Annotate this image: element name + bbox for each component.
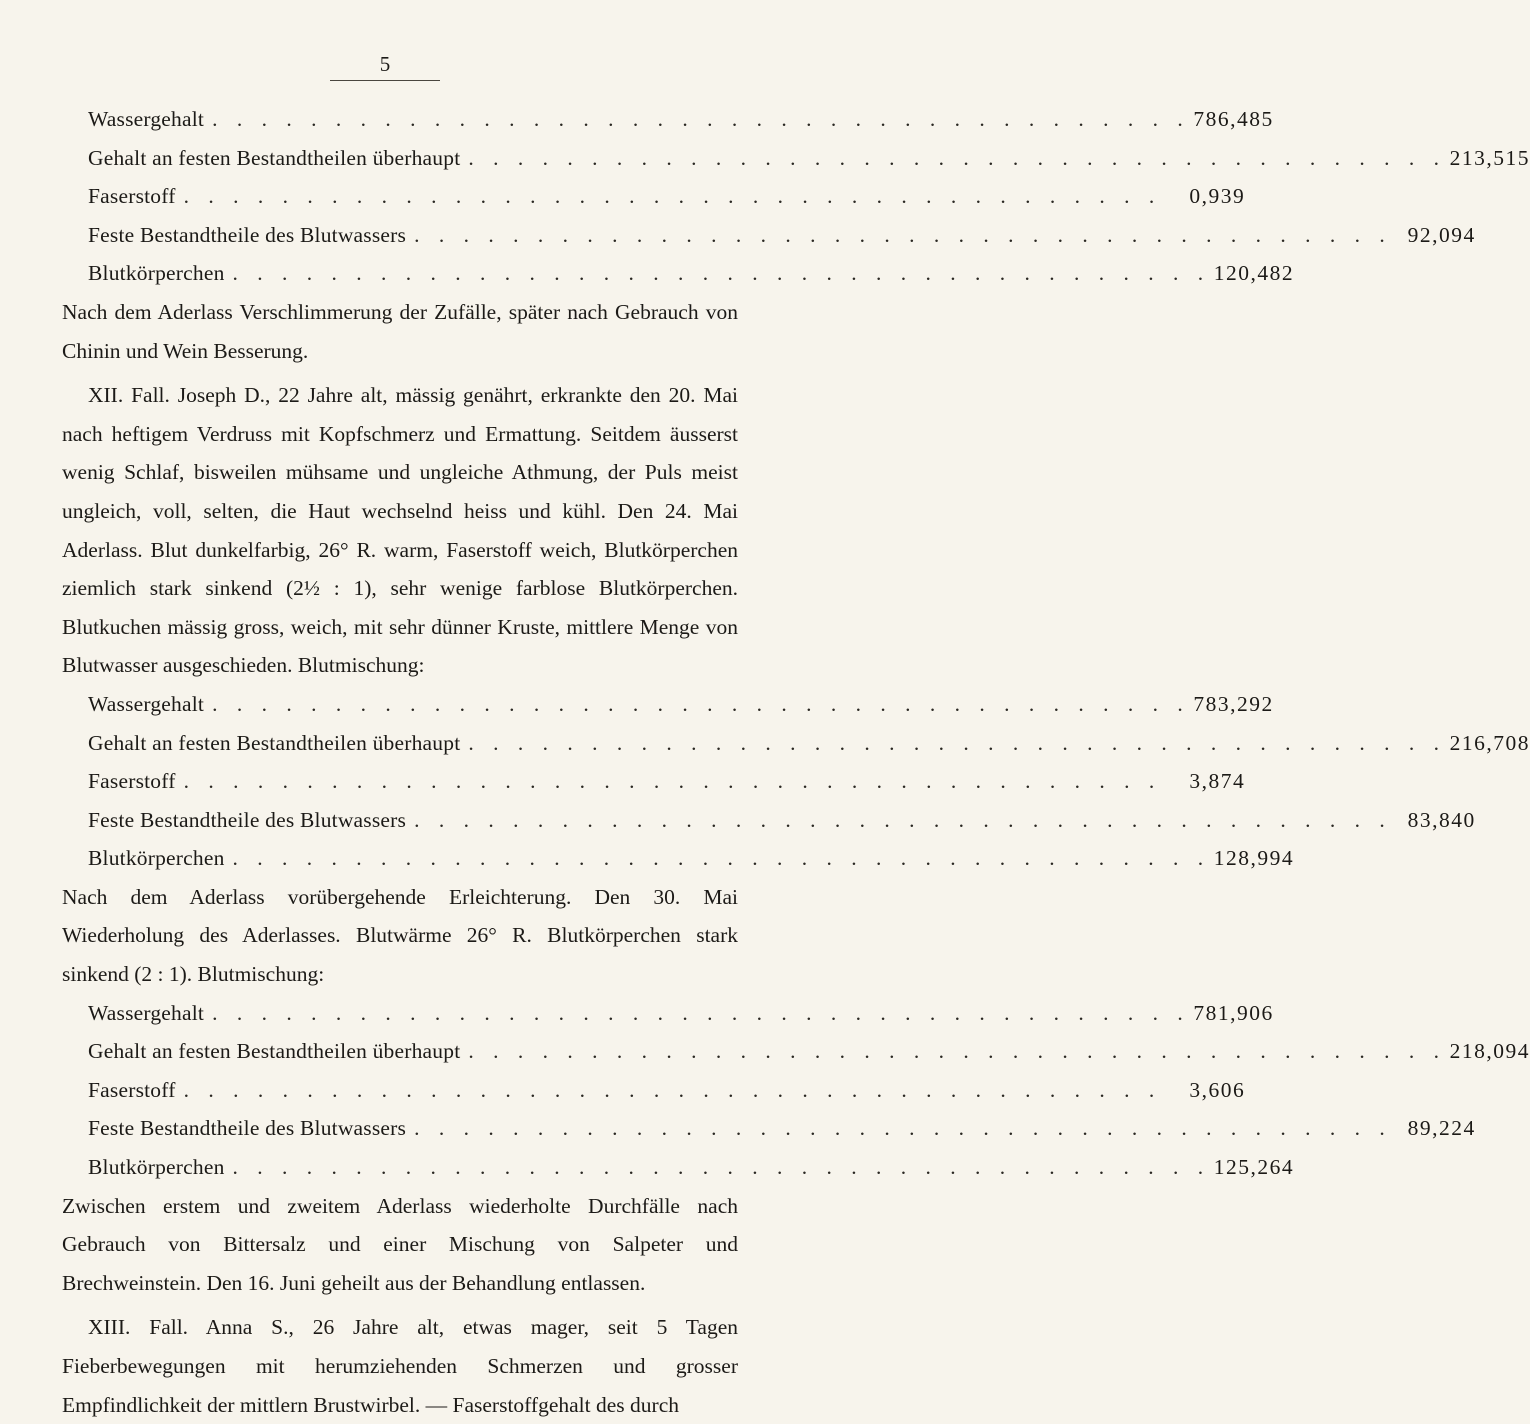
row-value: 89,224 — [1407, 1116, 1476, 1141]
paragraph: Nach dem Aderlass Verschlimmerung der Zufälle, später nach Gebrauch von Chinin und Wein Besserung. — [62, 299, 738, 363]
row-label: Blutkörperchen — [88, 261, 225, 286]
case-13-paragraph: XIII. Fall. Anna S., 26 Jahre alt, etwas mager, seit 5 Tagen Fieberbewegungen mit herumziehenden Schmerzen und grosser Empfindlichkeit der mittlern Brustwirbel. — Faserstoffgehalt des durch — [62, 1315, 738, 1417]
row-label: Faserstoff — [88, 769, 176, 794]
row-value: 781,906 — [1193, 1000, 1274, 1025]
table-row: Gehalt an festen Bestandtheilen überhaupt . . . . . . . . . . . . . . . . . . . . . . . . . . . . . . . . . . . . . . . . 218,094 — [62, 1032, 738, 1071]
table-row: Feste Bestandtheile des Blutwassers . . . . . . . . . . . . . . . . . . . . . . . . . . . . . . . . . . . . . . . . 89,224 — [62, 1109, 738, 1148]
row-value: 125,264 — [1213, 1155, 1295, 1180]
table-row: Gehalt an festen Bestandtheilen überhaupt . . . . . . . . . . . . . . . . . . . . . . . . . . . . . . . . . . . . . . . . 216,708 — [62, 724, 738, 763]
table-row: Gehalt an festen Bestandtheilen überhaupt . . . . . . . . . . . . . . . . . . . . . . . . . . . . . . . . . . . . . . . . 213,515 — [62, 139, 738, 178]
row-value: 218,094 — [1449, 1039, 1530, 1064]
row-label: Wassergehalt — [88, 691, 205, 716]
row-label: Gehalt an festen Bestandtheilen überhaupt — [88, 730, 461, 755]
row-value: 120,482 — [1213, 261, 1295, 286]
row-value: 3,606 — [1189, 1077, 1246, 1102]
table-row: Feste Bestandtheile des Blutwassers . . . . . . . . . . . . . . . . . . . . . . . . . . . . . . . . . . . . . . . . 92,094 — [62, 216, 738, 255]
row-label: Feste Bestandtheile des Blutwassers — [88, 807, 407, 832]
table-row: Wassergehalt . . . . . . . . . . . . . . . . . . . . . . . . . . . . . . . . . . . . . . . . 786,485 — [62, 100, 738, 139]
row-label: Blutkörperchen — [88, 1155, 225, 1180]
row-value: 92,094 — [1407, 222, 1476, 247]
blood-table-3 — [62, 994, 1530, 1187]
row-label: Faserstoff — [88, 1077, 176, 1102]
row-value: 83,840 — [1407, 807, 1476, 832]
page-content — [62, 100, 1530, 1424]
row-value: 128,994 — [1213, 846, 1295, 871]
row-label: Gehalt an festen Bestandtheilen überhaupt — [88, 145, 461, 170]
table-row: Wassergehalt . . . . . . . . . . . . . . . . . . . . . . . . . . . . . . . . . . . . . . . . 781,906 — [62, 994, 738, 1033]
table-row: Faserstoff . . . . . . . . . . . . . . . . . . . . . . . . . . . . . . . . . . . . . . . . 3,606 — [62, 1071, 738, 1110]
page-number: 5 — [330, 52, 440, 81]
table-row: Blutkörperchen . . . . . . . . . . . . . . . . . . . . . . . . . . . . . . . . . . . . . . . . 125,264 — [62, 1148, 738, 1187]
row-value: 3,874 — [1189, 769, 1246, 794]
row-label: Gehalt an festen Bestandtheilen überhaupt — [88, 1039, 461, 1064]
table-row: Blutkörperchen . . . . . . . . . . . . . . . . . . . . . . . . . . . . . . . . . . . . . . . . 120,482 — [62, 254, 738, 293]
row-label: Feste Bestandtheile des Blutwassers — [88, 1116, 407, 1141]
table-row: Feste Bestandtheile des Blutwassers . . . . . . . . . . . . . . . . . . . . . . . . . . . . . . . . . . . . . . . . 83,840 — [62, 801, 738, 840]
paragraph: Zwischen erstem und zweitem Aderlass wiederholte Durchfälle nach Gebrauch von Bittersalz und einer Mischung von Salpeter und Brechweinstein. Den 16. Juni geheilt aus der Behandlung entlassen. — [62, 1193, 738, 1295]
row-value: 786,485 — [1193, 107, 1274, 131]
row-label: Blutkörperchen — [88, 846, 225, 871]
row-value: 783,292 — [1193, 691, 1274, 716]
table-row: Faserstoff . . . . . . . . . . . . . . . . . . . . . . . . . . . . . . . . . . . . . . . . 3,874 — [62, 762, 738, 801]
row-label: Wassergehalt — [88, 1000, 205, 1025]
blood-table-1 — [62, 100, 1530, 293]
row-label: Feste Bestandtheile des Blutwassers — [88, 222, 407, 247]
table-row: Faserstoff . . . . . . . . . . . . . . . . . . . . . . . . . . . . . . . . . . . . . . . . 0,939 — [62, 177, 738, 216]
table-row: Blutkörperchen . . . . . . . . . . . . . . . . . . . . . . . . . . . . . . . . . . . . . . . . 128,994 — [62, 839, 738, 878]
row-value: 216,708 — [1449, 730, 1530, 755]
row-label: Faserstoff — [88, 184, 176, 209]
row-label: Wassergehalt — [88, 107, 205, 131]
row-value: 213,515 — [1449, 145, 1530, 170]
row-value: 0,939 — [1189, 184, 1246, 209]
table-row: Wassergehalt . . . . . . . . . . . . . . . . . . . . . . . . . . . . . . . . . . . . . . . . 783,292 — [62, 685, 738, 724]
paragraph: Nach dem Aderlass vorübergehende Erleichterung. Den 30. Mai Wiederholung des Aderlasses. Blutwärme 26° R. Blutkörperchen stark sinkend (2 : 1). Blutmischung: — [62, 884, 738, 987]
case-12-paragraph: XII. Fall. Joseph D., 22 Jahre alt, mässig genährt, erkrankte den 20. Mai nach heftigem Verdruss mit Kopfschmerz und Ermattung. Seitdem äusserst wenig Schlaf, bisweilen mühsame und ungleiche Athmung, der Puls meist ungleich, voll, selten, die Haut wechselnd heiss und kühl. Den 24. Mai Aderlass. Blut dunkelfarbig, 26° R. warm, Faserstoff weich, Blutkörperchen ziemlich stark sinkend (2½ : 1), sehr wenige farblose Blutkörperchen. Blutkuchen mässig gross, weich, mit sehr dünner Kruste, mittlere Menge von Blutwasser ausgeschieden. Blutmischung: — [62, 383, 738, 678]
blood-table-2 — [62, 685, 1530, 878]
